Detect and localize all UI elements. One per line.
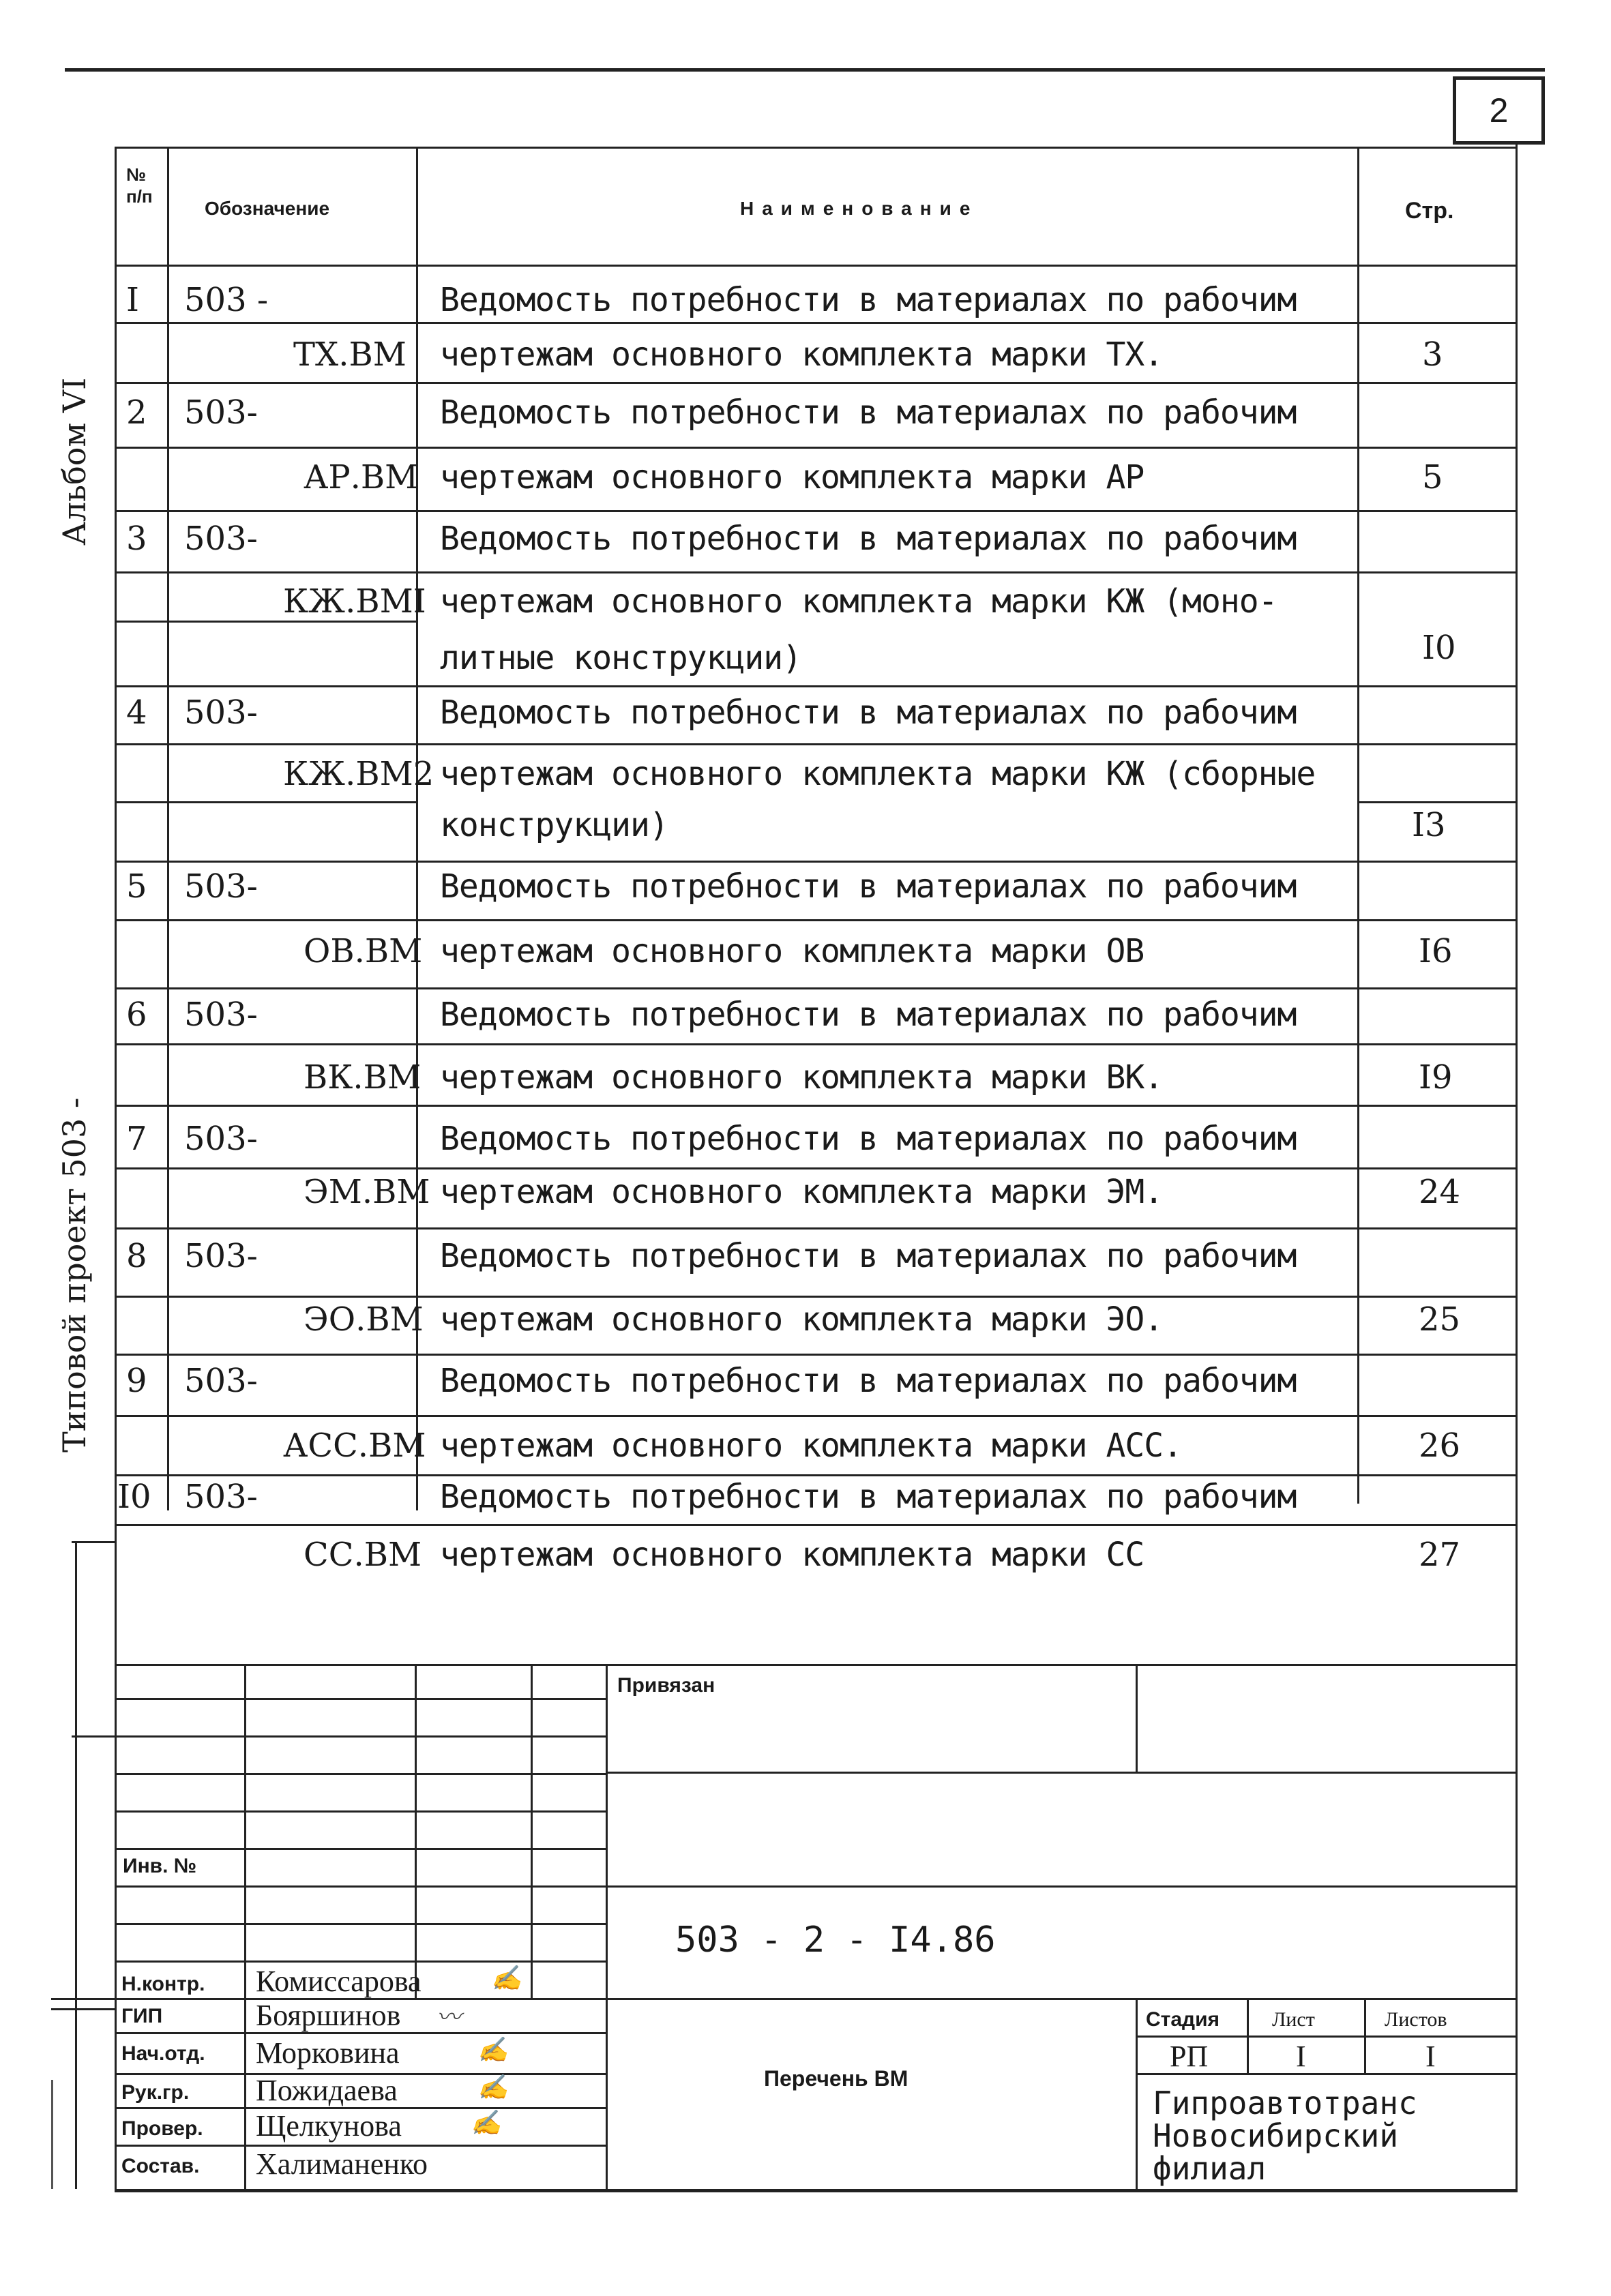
row-description-line: чертежам основного комплекта марки КЖ (сборные — [440, 755, 1316, 793]
row-code-prefix: 503- — [184, 1478, 258, 1516]
page-number: 2 — [1453, 76, 1545, 145]
staff-role: Рук.гр. — [121, 2081, 190, 2104]
row-description-line: Ведомость потребности в материалах по рабочим — [440, 867, 1297, 906]
row-description-line: Ведомость потребности в материалах по рабочим — [440, 1478, 1297, 1516]
left-frame-tick — [72, 1541, 116, 1543]
sheet-header: Лист — [1272, 2008, 1315, 2031]
staff-name: Халиманенко — [256, 2147, 428, 2181]
staff-role: Состав. — [121, 2155, 200, 2177]
staff-name: Пожидаева — [256, 2074, 398, 2107]
row-description-line: чертежам основного комплекта марки СС — [440, 1536, 1144, 1574]
row-description-line: чертежам основного комплекта марки ТХ. — [440, 336, 1164, 374]
row-number: I0 — [117, 1478, 151, 1516]
right-frame-top — [1543, 76, 1545, 145]
row-number: 5 — [126, 867, 147, 906]
row-page: 26 — [1419, 1427, 1461, 1465]
row-description-line: чертежам основного комплекта марки ВК. — [440, 1058, 1164, 1097]
row-code: ОВ.ВМ — [304, 932, 423, 970]
sheets-value: I — [1425, 2040, 1436, 2073]
row-description-line: Ведомость потребности в материалах по рабочим — [440, 694, 1297, 732]
row-description-line: чертежам основного комплекта марки КЖ (моно- — [440, 582, 1277, 621]
row-code-prefix: 503- — [184, 694, 258, 732]
row-number: 4 — [126, 694, 147, 732]
sheet-value: I — [1296, 2040, 1306, 2073]
row-code-prefix: 503- — [184, 1237, 258, 1275]
row-description-line: чертежам основного комплекта марки ОВ — [440, 932, 1144, 970]
staff-name: Щелкунова — [256, 2109, 402, 2143]
header-name: Наименование — [740, 198, 979, 219]
signature-icon: ✍ — [491, 1965, 522, 1993]
row-description-line: конструкции) — [440, 806, 668, 844]
row-code-prefix: 503- — [184, 867, 258, 906]
row-code-prefix: 503- — [184, 393, 258, 432]
staff-role: ГИП — [121, 2005, 163, 2027]
row-page: I9 — [1419, 1058, 1453, 1097]
staff-name: Морковина — [256, 2036, 400, 2070]
staff-name: Бояршинов — [256, 1999, 401, 2032]
row-number: 8 — [126, 1237, 147, 1275]
row-description-line: Ведомость потребности в материалах по рабочим — [440, 1362, 1297, 1400]
row-description-line: чертежам основного комплекта марки ЭМ. — [440, 1173, 1164, 1211]
stage-header: Стадия — [1146, 2008, 1220, 2031]
row-code: СС.ВМ — [304, 1536, 422, 1574]
row-number: 6 — [126, 996, 147, 1034]
staff-role: Н.контр. — [121, 1973, 205, 1995]
row-code: АСС.ВМ — [283, 1427, 426, 1465]
row-code: АР.ВМ — [304, 458, 419, 496]
row-code-prefix: 503- — [184, 1362, 258, 1400]
row-number: 2 — [126, 393, 147, 432]
row-number: 9 — [126, 1362, 147, 1400]
row-page: I6 — [1419, 932, 1453, 970]
signature-icon: ✍ — [477, 2036, 508, 2064]
document-code: 503 - 2 - I4.86 — [675, 1920, 996, 1960]
row-code-prefix: 503 - — [184, 281, 269, 319]
row-code: ЭО.ВМ — [304, 1300, 424, 1339]
sheets-header: Листов — [1385, 2008, 1447, 2031]
side-album-label: Альбом VI — [56, 377, 93, 546]
row-description-line: Ведомость потребности в материалах по рабочим — [440, 996, 1297, 1034]
header-designation: Обозначение — [205, 198, 330, 219]
row-code-prefix: 503- — [184, 996, 258, 1034]
document-title: Перечень ВМ — [764, 2066, 908, 2091]
side-project-label: Типовой проект 503 - — [56, 1097, 93, 1452]
row-code: КЖ.ВМI — [283, 582, 426, 621]
row-page: 27 — [1419, 1536, 1461, 1574]
header-page: Стр. — [1405, 198, 1454, 224]
row-number: 3 — [126, 520, 147, 558]
row-description-line: Ведомость потребности в материалах по рабочим — [440, 1120, 1297, 1158]
row-description-line: чертежам основного комплекта марки АР — [440, 458, 1144, 496]
row-page: 3 — [1422, 336, 1443, 374]
organization-name: Гипроавтотранс Новосибирский филиал — [1153, 2085, 1417, 2187]
left-dashed-line — [51, 2080, 53, 2189]
row-code: ЭМ.ВМ — [304, 1173, 430, 1211]
row-page: 5 — [1422, 458, 1443, 496]
inventory-number-label: Инв. № — [123, 1855, 197, 1877]
row-description-line: литные конструкции) — [440, 639, 802, 677]
staff-role: Нач.отд. — [121, 2042, 205, 2065]
privyazan-label: Привязан — [617, 1674, 715, 1697]
left-frame-tick-2 — [51, 2008, 116, 2010]
signature-icon: 〰 — [437, 2003, 462, 2031]
top-rule — [65, 68, 1545, 72]
row-code: ТХ.ВМ — [293, 336, 407, 374]
row-description-line: чертежам основного комплекта марки ЭО. — [440, 1300, 1164, 1339]
signature-icon: ✍ — [471, 2109, 501, 2137]
staff-role: Провер. — [121, 2117, 203, 2140]
row-page: 24 — [1419, 1173, 1461, 1211]
header-number: № п/п — [126, 164, 153, 207]
left-frame-line — [75, 1541, 77, 2189]
row-page: 25 — [1419, 1300, 1461, 1339]
row-code: ВК.ВМ — [304, 1058, 422, 1097]
row-description-line: Ведомость потребности в материалах по рабочим — [440, 1237, 1297, 1275]
row-description-line: чертежам основного комплекта марки АСС. — [440, 1427, 1183, 1465]
row-description-line: Ведомость потребности в материалах по рабочим — [440, 281, 1297, 319]
row-page: I0 — [1422, 629, 1456, 667]
row-code-prefix: 503- — [184, 520, 258, 558]
row-number: 7 — [126, 1120, 147, 1158]
row-description-line: Ведомость потребности в материалах по рабочим — [440, 520, 1297, 558]
row-number: I — [126, 281, 139, 319]
row-description-line: Ведомость потребности в материалах по рабочим — [440, 393, 1297, 432]
stage-value: РП — [1170, 2040, 1209, 2073]
row-page: I3 — [1412, 806, 1446, 844]
staff-name: Комиссарова — [256, 1965, 422, 1998]
signature-icon: ✍ — [477, 2074, 508, 2102]
row-code: КЖ.ВМ2 — [283, 755, 434, 793]
row-code-prefix: 503- — [184, 1120, 258, 1158]
